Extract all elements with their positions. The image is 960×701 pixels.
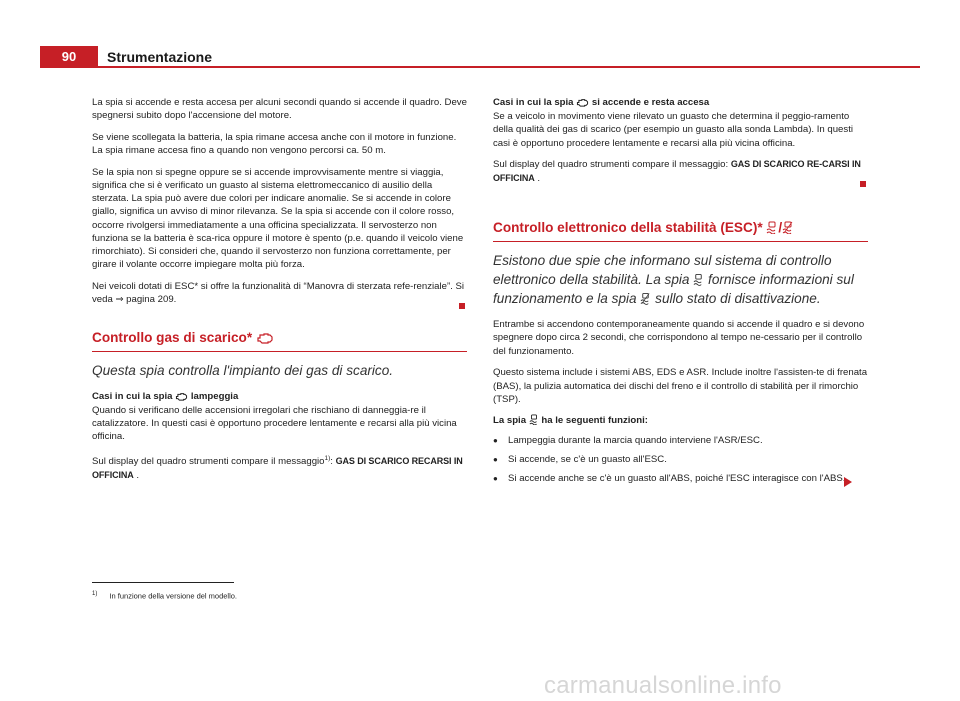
esc-off-icon: [782, 221, 794, 234]
subheading-functions: La spia ha le seguenti funzioni:: [493, 415, 649, 427]
page-header: [40, 46, 920, 68]
paragraph: Se la spia non si spegne oppure se si accende improvvisamente mentre si viaggia, significa che si è verificato un guasto al sistema elettromeccanico di ausilio della sterzata. La spia può avere due colori per indicare anomalie. Se si accende in colore giallo, significa un avviso di minor rilevanza. Se la spia si accende con il colore rosso, occorre rivolgersi immediatamente a una officina specializzata. Il servosterzo non funziona se la batteria è sca-rica oppure il motore è spento (p.e. quando il veicolo viene rimorchiato). Si consideri che, quando il servosterzo non funziona correttamente, per girare il volante occorre impiegare molta più forza.: [92, 166, 464, 271]
paragraph: Questo sistema include i sistemi ABS, EDS e ASR. Include inoltre l'assisten-te di frenata (BAS), la pulizia automatica dei dischi del freno e il controllo di stabilità per il rimorchio (TSP).: [493, 367, 868, 405]
footnote: [92, 589, 237, 602]
section-lead: Questa spia controlla l'impianto dei gas di scarico.: [92, 362, 394, 378]
list-item: ● Si accende anche se c'è un guasto all'ABS, poiché l'ESC interagisce con l'ABS.: [493, 472, 868, 485]
paragraph: Entrambe si accendono contemporaneamente quando si accende il quadro e si devono spegnere dopo circa 2 secondi, che corrispondono al tempo ne-cessario per il controllo del funzionamento.: [493, 319, 865, 357]
section-title-esc: Controllo elettronico della stabilità (ESC)* /: [493, 219, 868, 242]
paragraph: Se a veicolo in movimento viene rilevato un guasto che determina il peggio-ramento della qualità dei gas di scarico (per esempio un guasto alla sonda Lambda). In questi casi è opportuno procedere lentamente e recarsi alla più vicina officina.: [493, 111, 853, 149]
watermark: carmanualsonline.info: [544, 672, 782, 699]
paragraph: Quando si verificano delle accensioni irregolari che rischiano di danneggia-re il catalizzatore. In questi casi è opportuno procedere lentamente e recarsi alla più vicina officina.: [92, 405, 457, 443]
display-message: GAS DI SCARICO RECARSI IN OFFICINA: [92, 456, 463, 480]
footnote-text: In funzione della versione del modello.: [109, 591, 238, 601]
esc-icon: [766, 221, 778, 234]
engine-check-icon: [256, 332, 274, 344]
left-column: [92, 96, 467, 490]
right-column: [493, 96, 868, 491]
footnote-reference: 1): [324, 455, 331, 463]
list-item: ● Si accende, se c'è un guasto all'ESC.: [493, 453, 868, 466]
section-lead: Esistono due spie che informano sul sistema di controllo elettronico della stabilità. La spia fornisce informazioni sul funzionamento e la spia sullo stato di disattivazione.: [493, 253, 854, 307]
subheading-steady: Casi in cui la spia si accende e resta accesa: [493, 97, 710, 108]
page-number: 90: [40, 46, 98, 68]
display-message: GAS DI SCARICO RE-CARSI IN OFFICINA: [493, 159, 861, 183]
chapter-title: Strumentazione: [107, 49, 213, 65]
section-title-exhaust: Controllo gas di scarico*: [92, 329, 467, 352]
list-item: ● Lampeggia durante la marcia quando interviene l'ASR/ESC.: [493, 434, 868, 447]
engine-check-icon: [175, 392, 188, 401]
paragraph-display-message: Sul display del quadro strumenti compare il messaggio: GAS DI SCARICO RE-CARSI IN OFFICINA .: [493, 159, 861, 184]
paragraph-display-message: Sul display del quadro strumenti compare il messaggio$^{1)}$: GAS DI SCARICO RECARSI IN OFFICINA .: [92, 455, 463, 481]
esc-icon: [693, 273, 704, 286]
esc-off-icon: [640, 292, 651, 305]
header-rule: [98, 66, 920, 68]
paragraph-page-reference: Nei veicoli dotati di ESC* si offre la funzionalità di “Manovra di sterzata refe-renziale”. Si veda ⇒ pagina 209.: [92, 280, 465, 306]
esc-icon: [529, 414, 539, 425]
engine-check-icon: [576, 98, 589, 107]
subheading-flashing: Casi in cui la spia lampeggia: [92, 390, 239, 402]
paragraph: Se viene scollegata la batteria, la spia rimane accesa anche con il motore in funzione. La spia rimane accesa fino a quando non vengono percorsi ca. 50 m.: [92, 131, 457, 157]
paragraph: La spia si accende e resta accesa per alcuni secondi quando si accende il quadro. Deve spegnersi subito dopo l'accensione del motore.: [92, 97, 467, 122]
function-list: [493, 434, 868, 486]
footnote-rule: [92, 582, 234, 583]
footnote-number: 1): [92, 591, 98, 597]
